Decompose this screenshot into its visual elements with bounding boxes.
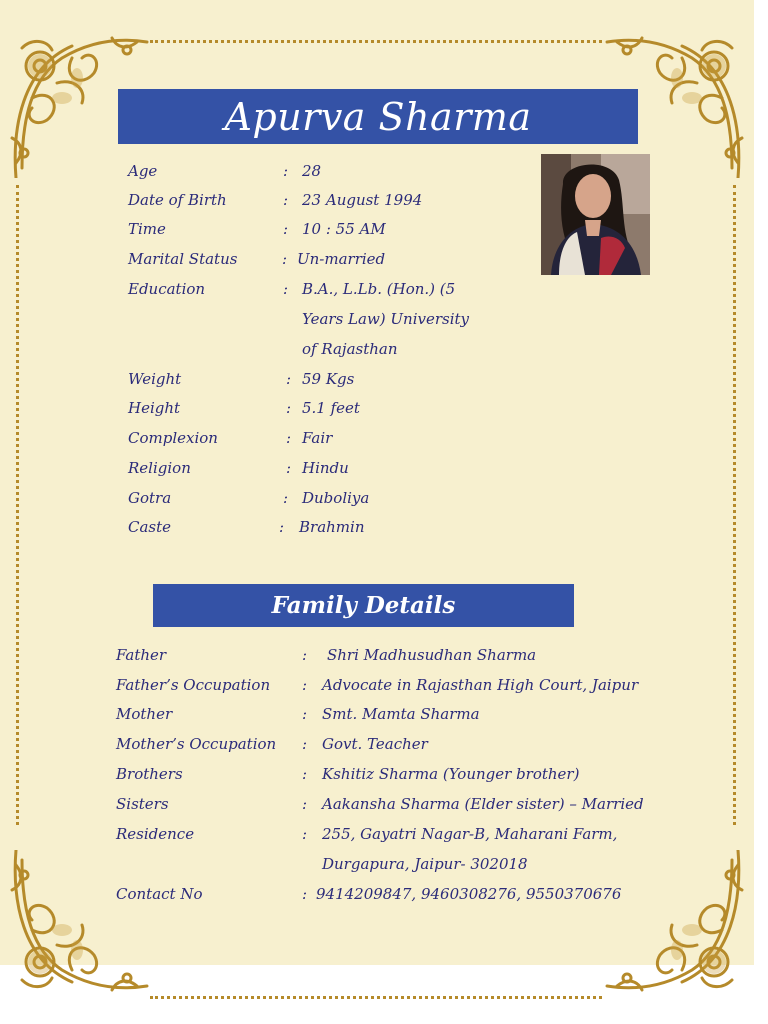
height-label: Height	[128, 399, 181, 417]
age-value: 28	[302, 162, 322, 180]
father-value: Shri Madhusudhan Sharma	[327, 646, 537, 664]
sisters-separator: :	[302, 795, 308, 813]
mother-occupation-value: Govt. Teacher	[322, 735, 428, 753]
residence-separator: :	[302, 825, 308, 843]
weight-label: Weight	[128, 370, 182, 388]
caste-value: Brahmin	[299, 518, 365, 536]
education-value-line-1: B.A., L.Lb. (Hon.) (5	[302, 280, 456, 298]
corner-ornament-icon	[2, 850, 152, 1000]
caste-separator: :	[279, 518, 285, 536]
time-label: Time	[128, 220, 166, 238]
caste-label: Caste	[128, 518, 172, 536]
father-occupation-separator: :	[302, 676, 308, 694]
brothers-value: Kshitiz Sharma (Younger brother)	[322, 765, 580, 783]
gotra-separator: :	[283, 489, 289, 507]
dotted-border-left	[16, 185, 19, 825]
education-separator: :	[283, 280, 289, 298]
dob-separator: :	[283, 191, 289, 209]
contact-separator: :	[302, 885, 308, 903]
weight-value: 59 Kgs	[302, 370, 355, 388]
contact-value: 9414209847, 9460308276, 9550370676	[316, 885, 622, 903]
residence-label: Residence	[116, 825, 195, 843]
religion-separator: :	[286, 459, 292, 477]
family-details-banner	[153, 584, 574, 627]
residence-value-line-2: Durgapura, Jaipur- 302018	[322, 855, 528, 873]
portrait-photo-icon	[541, 154, 650, 275]
education-value-line-2: Years Law) University	[302, 310, 470, 328]
time-separator: :	[283, 220, 289, 238]
complexion-label: Complexion	[128, 429, 218, 447]
brothers-separator: :	[302, 765, 308, 783]
education-value-line-3: of Rajasthan	[302, 340, 398, 358]
religion-value: Hindu	[302, 459, 349, 477]
marital-status-value: Un-married	[297, 250, 386, 268]
mother-occupation-label: Mother’s Occupation	[116, 735, 277, 753]
dob-label: Date of Birth	[128, 191, 227, 209]
sisters-value: Aakansha Sharma (Elder sister) – Married	[322, 795, 644, 813]
residence-value-line-1: 255, Gayatri Nagar-B, Maharani Farm,	[322, 825, 618, 843]
mother-occupation-separator: :	[302, 735, 308, 753]
father-label: Father	[116, 646, 167, 664]
complexion-separator: :	[286, 429, 292, 447]
marital-status-separator: :	[282, 250, 288, 268]
father-occupation-label: Father’s Occupation	[116, 676, 271, 694]
mother-label: Mother	[116, 705, 173, 723]
dob-value: 23 August 1994	[302, 191, 423, 209]
brothers-label: Brothers	[116, 765, 183, 783]
height-value: 5.1 feet	[302, 399, 360, 417]
section-title: Family Details	[271, 592, 456, 619]
sisters-label: Sisters	[116, 795, 169, 813]
gotra-value: Duboliya	[302, 489, 370, 507]
contact-label: Contact No	[116, 885, 203, 903]
age-label: Age	[128, 162, 158, 180]
father-separator: :	[302, 646, 308, 664]
dotted-border-top	[150, 40, 602, 43]
height-separator: :	[286, 399, 292, 417]
profile-photo	[541, 154, 650, 275]
mother-value: Smt. Mamta Sharma	[322, 705, 480, 723]
dotted-border-bottom	[150, 996, 602, 999]
age-separator: :	[283, 162, 289, 180]
education-label: Education	[128, 280, 206, 298]
dotted-border-right	[733, 185, 736, 825]
mother-separator: :	[302, 705, 308, 723]
gotra-label: Gotra	[128, 489, 172, 507]
name-banner	[118, 89, 638, 144]
religion-label: Religion	[128, 459, 191, 477]
person-name: Apurva Sharma	[224, 94, 532, 139]
weight-separator: :	[286, 370, 292, 388]
corner-ornament-icon	[602, 850, 752, 1000]
father-occupation-value: Advocate in Rajasthan High Court, Jaipur	[322, 676, 639, 694]
complexion-value: Fair	[302, 429, 333, 447]
marital-status-label: Marital Status	[128, 250, 238, 268]
time-value: 10 : 55 AM	[302, 220, 386, 238]
